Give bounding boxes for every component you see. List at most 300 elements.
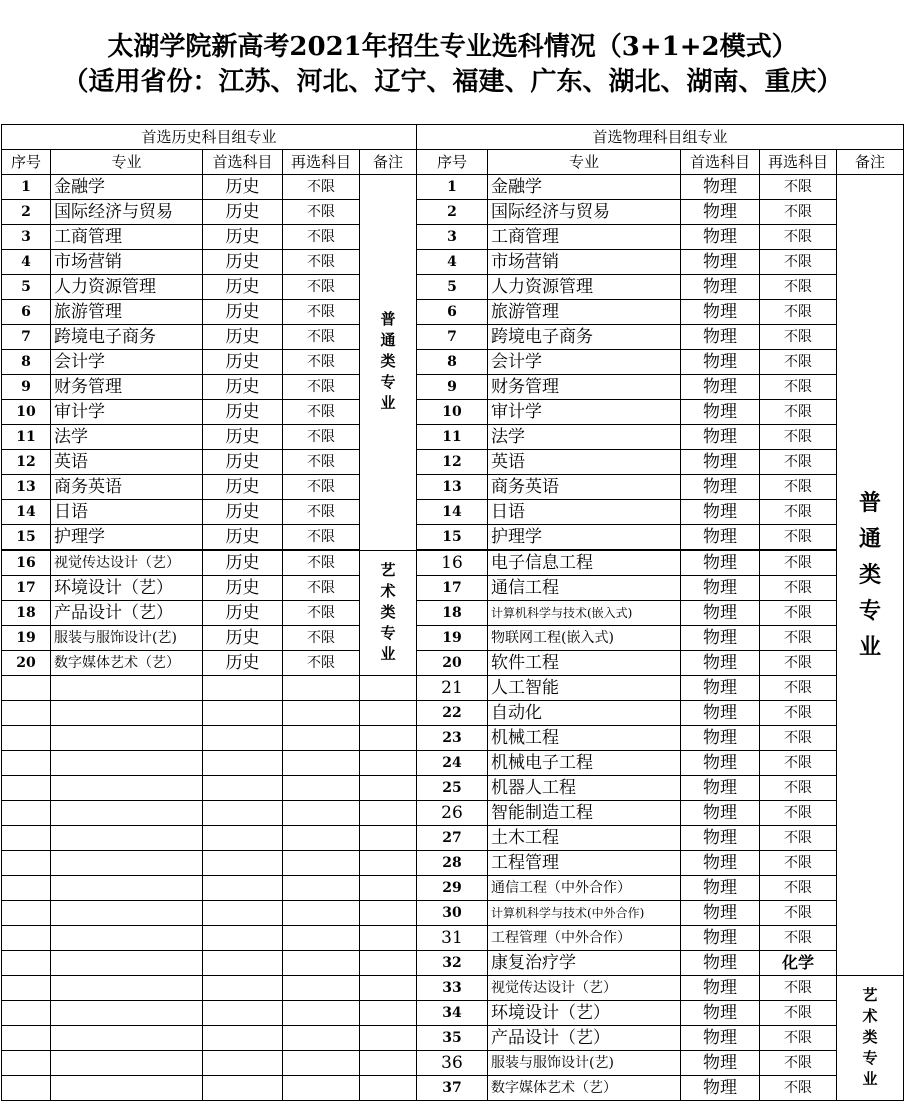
empty-cell xyxy=(283,776,360,801)
empty-cell xyxy=(360,1001,417,1026)
empty-cell xyxy=(283,826,360,851)
empty-cell xyxy=(360,701,417,726)
table-row xyxy=(2,776,904,801)
physics-second-subject: 不限 xyxy=(760,676,837,701)
table-row xyxy=(2,801,904,826)
physics-second-subject: 不限 xyxy=(760,826,837,851)
physics-major: 电子信息工程 xyxy=(488,550,681,576)
history-major: 数字媒体艺术（艺） xyxy=(51,651,203,676)
physics-major: 土木工程 xyxy=(488,826,681,851)
empty-cell xyxy=(2,1051,51,1076)
history-second-subject: 不限 xyxy=(283,550,360,576)
physics-second-subject: 不限 xyxy=(760,275,837,300)
physics-second-subject: 不限 xyxy=(760,1076,837,1101)
table-row xyxy=(2,200,904,225)
empty-cell xyxy=(51,701,203,726)
physics-major: 国际经济与贸易 xyxy=(488,200,681,225)
table-row xyxy=(2,951,904,976)
history-major: 旅游管理 xyxy=(51,300,203,325)
history-no: 11 xyxy=(2,425,51,450)
history-header-first-subject: 首选科目 xyxy=(203,150,283,175)
empty-cell xyxy=(283,876,360,901)
physics-no: 7 xyxy=(417,325,488,350)
history-major: 审计学 xyxy=(51,400,203,425)
history-first-subject: 历史 xyxy=(203,250,283,275)
physics-first-subject: 物理 xyxy=(681,350,760,375)
empty-cell xyxy=(360,676,417,701)
physics-second-subject: 不限 xyxy=(760,250,837,275)
physics-second-subject: 不限 xyxy=(760,500,837,525)
history-first-subject: 历史 xyxy=(203,325,283,350)
empty-cell xyxy=(2,926,51,951)
table-row xyxy=(2,626,904,651)
physics-first-subject: 物理 xyxy=(681,425,760,450)
physics-second-subject: 不限 xyxy=(760,425,837,450)
physics-first-subject: 物理 xyxy=(681,976,760,1001)
table-row xyxy=(2,450,904,475)
empty-cell xyxy=(283,926,360,951)
physics-no: 25 xyxy=(417,776,488,801)
physics-second-subject: 不限 xyxy=(760,801,837,826)
empty-cell xyxy=(203,801,283,826)
history-no: 5 xyxy=(2,275,51,300)
physics-first-subject: 物理 xyxy=(681,801,760,826)
physics-major: 智能制造工程 xyxy=(488,801,681,826)
empty-cell xyxy=(283,951,360,976)
physics-no: 33 xyxy=(417,976,488,1001)
empty-cell xyxy=(2,876,51,901)
physics-no: 14 xyxy=(417,500,488,525)
empty-cell xyxy=(2,1026,51,1051)
empty-cell xyxy=(360,1026,417,1051)
empty-cell xyxy=(2,676,51,701)
major-table xyxy=(1,124,904,1101)
empty-cell xyxy=(2,826,51,851)
physics-note-general xyxy=(837,175,904,976)
history-major: 英语 xyxy=(51,450,203,475)
history-second-subject: 不限 xyxy=(283,475,360,500)
physics-first-subject: 物理 xyxy=(681,1076,760,1101)
empty-cell xyxy=(51,851,203,876)
history-second-subject: 不限 xyxy=(283,525,360,551)
physics-second-subject: 不限 xyxy=(760,601,837,626)
history-no: 2 xyxy=(2,200,51,225)
physics-no: 21 xyxy=(417,676,488,701)
table-row xyxy=(2,576,904,601)
physics-no: 36 xyxy=(417,1051,488,1076)
physics-major: 金融学 xyxy=(488,175,681,200)
empty-cell xyxy=(203,1076,283,1101)
empty-cell xyxy=(283,976,360,1001)
history-second-subject: 不限 xyxy=(283,500,360,525)
physics-no: 35 xyxy=(417,1026,488,1051)
empty-cell xyxy=(2,851,51,876)
history-first-subject: 历史 xyxy=(203,550,283,576)
history-first-subject: 历史 xyxy=(203,576,283,601)
physics-first-subject: 物理 xyxy=(681,375,760,400)
table-row xyxy=(2,275,904,300)
physics-major: 工程管理 xyxy=(488,851,681,876)
empty-cell xyxy=(283,901,360,926)
history-first-subject: 历史 xyxy=(203,500,283,525)
table-row xyxy=(2,901,904,926)
physics-major: 护理学 xyxy=(488,525,681,551)
history-first-subject: 历史 xyxy=(203,375,283,400)
physics-major: 旅游管理 xyxy=(488,300,681,325)
empty-cell xyxy=(360,1076,417,1101)
physics-major: 法学 xyxy=(488,425,681,450)
physics-major: 会计学 xyxy=(488,350,681,375)
history-second-subject: 不限 xyxy=(283,275,360,300)
history-note-general-text: 普通类专业 xyxy=(380,310,396,413)
history-major: 日语 xyxy=(51,500,203,525)
physics-second-subject: 不限 xyxy=(760,926,837,951)
empty-cell xyxy=(51,1051,203,1076)
physics-no: 24 xyxy=(417,751,488,776)
physics-major: 产品设计（艺） xyxy=(488,1026,681,1051)
physics-major: 服装与服饰设计(艺) xyxy=(488,1051,681,1076)
history-no: 4 xyxy=(2,250,51,275)
physics-first-subject: 物理 xyxy=(681,1001,760,1026)
empty-cell xyxy=(2,1001,51,1026)
table-row xyxy=(2,876,904,901)
empty-cell xyxy=(283,801,360,826)
physics-second-subject: 不限 xyxy=(760,851,837,876)
history-no: 20 xyxy=(2,651,51,676)
history-major: 商务英语 xyxy=(51,475,203,500)
history-no: 17 xyxy=(2,576,51,601)
history-note-general xyxy=(360,175,417,551)
physics-first-subject: 物理 xyxy=(681,1026,760,1051)
table-row xyxy=(2,500,904,525)
physics-major: 审计学 xyxy=(488,400,681,425)
physics-first-subject: 物理 xyxy=(681,300,760,325)
physics-major: 机械工程 xyxy=(488,726,681,751)
history-first-subject: 历史 xyxy=(203,200,283,225)
history-first-subject: 历史 xyxy=(203,425,283,450)
table-row xyxy=(2,701,904,726)
physics-major: 自动化 xyxy=(488,701,681,726)
empty-cell xyxy=(2,1076,51,1101)
empty-cell xyxy=(51,1001,203,1026)
history-major: 市场营销 xyxy=(51,250,203,275)
physics-first-subject: 物理 xyxy=(681,400,760,425)
physics-second-subject: 不限 xyxy=(760,325,837,350)
physics-no: 3 xyxy=(417,225,488,250)
history-no: 15 xyxy=(2,525,51,551)
table-row xyxy=(2,751,904,776)
empty-cell xyxy=(203,751,283,776)
physics-major: 通信工程 xyxy=(488,576,681,601)
physics-note-art xyxy=(837,976,904,1101)
physics-second-subject: 不限 xyxy=(760,1051,837,1076)
history-note-art-text: 艺术类专业 xyxy=(380,560,396,663)
physics-no: 23 xyxy=(417,726,488,751)
physics-first-subject: 物理 xyxy=(681,450,760,475)
physics-no: 5 xyxy=(417,275,488,300)
physics-first-subject: 物理 xyxy=(681,751,760,776)
table-row xyxy=(2,976,904,1001)
history-second-subject: 不限 xyxy=(283,651,360,676)
history-header-note: 备注 xyxy=(360,150,417,175)
empty-cell xyxy=(203,901,283,926)
history-major: 法学 xyxy=(51,425,203,450)
physics-second-subject: 不限 xyxy=(760,651,837,676)
physics-first-subject: 物理 xyxy=(681,525,760,551)
history-first-subject: 历史 xyxy=(203,275,283,300)
physics-no: 6 xyxy=(417,300,488,325)
empty-cell xyxy=(51,1026,203,1051)
table-row xyxy=(2,651,904,676)
history-major: 金融学 xyxy=(51,175,203,200)
physics-major: 计算机科学与技术(嵌入式) xyxy=(488,601,681,626)
physics-second-subject: 不限 xyxy=(760,876,837,901)
physics-first-subject: 物理 xyxy=(681,1051,760,1076)
physics-first-subject: 物理 xyxy=(681,475,760,500)
history-header-no: 序号 xyxy=(2,150,51,175)
physics-no: 4 xyxy=(417,250,488,275)
physics-second-subject: 不限 xyxy=(760,1026,837,1051)
empty-cell xyxy=(203,701,283,726)
table-row xyxy=(2,676,904,701)
empty-cell xyxy=(51,751,203,776)
empty-cell xyxy=(360,1051,417,1076)
empty-cell xyxy=(360,901,417,926)
history-no: 12 xyxy=(2,450,51,475)
empty-cell xyxy=(360,726,417,751)
physics-first-subject: 物理 xyxy=(681,851,760,876)
physics-second-subject: 不限 xyxy=(760,751,837,776)
table-row xyxy=(2,826,904,851)
empty-cell xyxy=(283,1051,360,1076)
history-major: 视觉传达设计（艺） xyxy=(51,550,203,576)
history-first-subject: 历史 xyxy=(203,225,283,250)
empty-cell xyxy=(203,1051,283,1076)
empty-cell xyxy=(51,826,203,851)
empty-cell xyxy=(2,751,51,776)
physics-no: 13 xyxy=(417,475,488,500)
table-row xyxy=(2,375,904,400)
history-second-subject: 不限 xyxy=(283,175,360,200)
empty-cell xyxy=(283,851,360,876)
history-first-subject: 历史 xyxy=(203,350,283,375)
empty-cell xyxy=(360,801,417,826)
physics-no: 12 xyxy=(417,450,488,475)
table-row xyxy=(2,400,904,425)
table-row xyxy=(2,1051,904,1076)
physics-second-subject: 不限 xyxy=(760,200,837,225)
physics-major: 英语 xyxy=(488,450,681,475)
physics-first-subject: 物理 xyxy=(681,601,760,626)
physics-first-subject: 物理 xyxy=(681,726,760,751)
empty-cell xyxy=(2,901,51,926)
history-second-subject: 不限 xyxy=(283,250,360,275)
empty-cell xyxy=(203,826,283,851)
table-row xyxy=(2,726,904,751)
history-second-subject: 不限 xyxy=(283,450,360,475)
history-major: 环境设计（艺） xyxy=(51,576,203,601)
history-first-subject: 历史 xyxy=(203,601,283,626)
physics-first-subject: 物理 xyxy=(681,951,760,976)
physics-second-subject: 不限 xyxy=(760,525,837,551)
physics-second-subject: 不限 xyxy=(760,550,837,576)
empty-cell xyxy=(51,676,203,701)
physics-second-subject: 不限 xyxy=(760,375,837,400)
physics-group-title: 首选物理科目组专业 xyxy=(417,125,904,150)
physics-first-subject: 物理 xyxy=(681,200,760,225)
physics-major: 软件工程 xyxy=(488,651,681,676)
table-row xyxy=(2,851,904,876)
table-row xyxy=(2,175,904,200)
physics-second-subject: 不限 xyxy=(760,976,837,1001)
physics-first-subject: 物理 xyxy=(681,926,760,951)
empty-cell xyxy=(51,976,203,1001)
empty-cell xyxy=(51,951,203,976)
history-second-subject: 不限 xyxy=(283,626,360,651)
empty-cell xyxy=(51,1076,203,1101)
history-second-subject: 不限 xyxy=(283,350,360,375)
table-row xyxy=(2,475,904,500)
physics-major: 人工智能 xyxy=(488,676,681,701)
empty-cell xyxy=(203,976,283,1001)
history-first-subject: 历史 xyxy=(203,626,283,651)
physics-major: 环境设计（艺） xyxy=(488,1001,681,1026)
empty-cell xyxy=(203,676,283,701)
physics-major: 工程管理（中外合作） xyxy=(488,926,681,951)
physics-no: 30 xyxy=(417,901,488,926)
physics-major: 物联网工程(嵌入式) xyxy=(488,626,681,651)
empty-cell xyxy=(283,1026,360,1051)
history-major: 人力资源管理 xyxy=(51,275,203,300)
physics-no: 9 xyxy=(417,375,488,400)
physics-no: 19 xyxy=(417,626,488,651)
empty-cell xyxy=(203,726,283,751)
physics-first-subject: 物理 xyxy=(681,275,760,300)
physics-second-subject: 化学 xyxy=(760,951,837,976)
table-row xyxy=(2,1026,904,1051)
empty-cell xyxy=(360,826,417,851)
history-no: 8 xyxy=(2,350,51,375)
empty-cell xyxy=(360,751,417,776)
empty-cell xyxy=(203,851,283,876)
physics-no: 1 xyxy=(417,175,488,200)
table-row xyxy=(2,1001,904,1026)
history-second-subject: 不限 xyxy=(283,576,360,601)
physics-major: 机械电子工程 xyxy=(488,751,681,776)
physics-major: 财务管理 xyxy=(488,375,681,400)
empty-cell xyxy=(283,1001,360,1026)
empty-cell xyxy=(203,951,283,976)
history-major: 跨境电子商务 xyxy=(51,325,203,350)
physics-no: 31 xyxy=(417,926,488,951)
physics-first-subject: 物理 xyxy=(681,701,760,726)
physics-header-major: 专业 xyxy=(488,150,681,175)
physics-second-subject: 不限 xyxy=(760,175,837,200)
empty-cell xyxy=(2,776,51,801)
empty-cell xyxy=(51,926,203,951)
physics-second-subject: 不限 xyxy=(760,400,837,425)
history-second-subject: 不限 xyxy=(283,300,360,325)
physics-first-subject: 物理 xyxy=(681,626,760,651)
physics-second-subject: 不限 xyxy=(760,475,837,500)
physics-no: 11 xyxy=(417,425,488,450)
empty-cell xyxy=(203,926,283,951)
physics-second-subject: 不限 xyxy=(760,300,837,325)
physics-header-second-subject: 再选科目 xyxy=(760,150,837,175)
physics-first-subject: 物理 xyxy=(681,651,760,676)
empty-cell xyxy=(203,876,283,901)
history-major: 工商管理 xyxy=(51,225,203,250)
history-first-subject: 历史 xyxy=(203,525,283,551)
physics-no: 27 xyxy=(417,826,488,851)
history-no: 13 xyxy=(2,475,51,500)
history-no: 16 xyxy=(2,550,51,576)
physics-second-subject: 不限 xyxy=(760,225,837,250)
empty-cell xyxy=(360,776,417,801)
table-row xyxy=(2,601,904,626)
history-second-subject: 不限 xyxy=(283,400,360,425)
physics-major: 人力资源管理 xyxy=(488,275,681,300)
history-second-subject: 不限 xyxy=(283,375,360,400)
page-title: 太湖学院新高考2021年招生专业选科情况（3+1+2模式） xyxy=(107,32,798,62)
table-row xyxy=(2,350,904,375)
empty-cell xyxy=(2,801,51,826)
physics-first-subject: 物理 xyxy=(681,500,760,525)
physics-second-subject: 不限 xyxy=(760,1001,837,1026)
history-note-art xyxy=(360,550,417,676)
history-no: 6 xyxy=(2,300,51,325)
table-row xyxy=(2,225,904,250)
empty-cell xyxy=(51,776,203,801)
empty-cell xyxy=(283,676,360,701)
physics-major: 商务英语 xyxy=(488,475,681,500)
empty-cell xyxy=(51,901,203,926)
physics-no: 16 xyxy=(417,550,488,576)
history-first-subject: 历史 xyxy=(203,400,283,425)
physics-first-subject: 物理 xyxy=(681,175,760,200)
history-header-second-subject: 再选科目 xyxy=(283,150,360,175)
physics-second-subject: 不限 xyxy=(760,576,837,601)
physics-no: 18 xyxy=(417,601,488,626)
history-no: 7 xyxy=(2,325,51,350)
history-second-subject: 不限 xyxy=(283,425,360,450)
physics-no: 28 xyxy=(417,851,488,876)
empty-cell xyxy=(360,926,417,951)
physics-no: 29 xyxy=(417,876,488,901)
history-major: 财务管理 xyxy=(51,375,203,400)
physics-no: 32 xyxy=(417,951,488,976)
history-first-subject: 历史 xyxy=(203,450,283,475)
history-major: 会计学 xyxy=(51,350,203,375)
history-first-subject: 历史 xyxy=(203,300,283,325)
physics-first-subject: 物理 xyxy=(681,876,760,901)
empty-cell xyxy=(283,751,360,776)
physics-first-subject: 物理 xyxy=(681,325,760,350)
physics-no: 20 xyxy=(417,651,488,676)
physics-second-subject: 不限 xyxy=(760,726,837,751)
physics-major: 机器人工程 xyxy=(488,776,681,801)
empty-cell xyxy=(360,976,417,1001)
empty-cell xyxy=(2,726,51,751)
group-title-row xyxy=(2,125,904,150)
physics-no: 8 xyxy=(417,350,488,375)
empty-cell xyxy=(360,876,417,901)
physics-no: 2 xyxy=(417,200,488,225)
physics-major: 通信工程（中外合作） xyxy=(488,876,681,901)
empty-cell xyxy=(283,1076,360,1101)
history-first-subject: 历史 xyxy=(203,475,283,500)
table-row xyxy=(2,926,904,951)
